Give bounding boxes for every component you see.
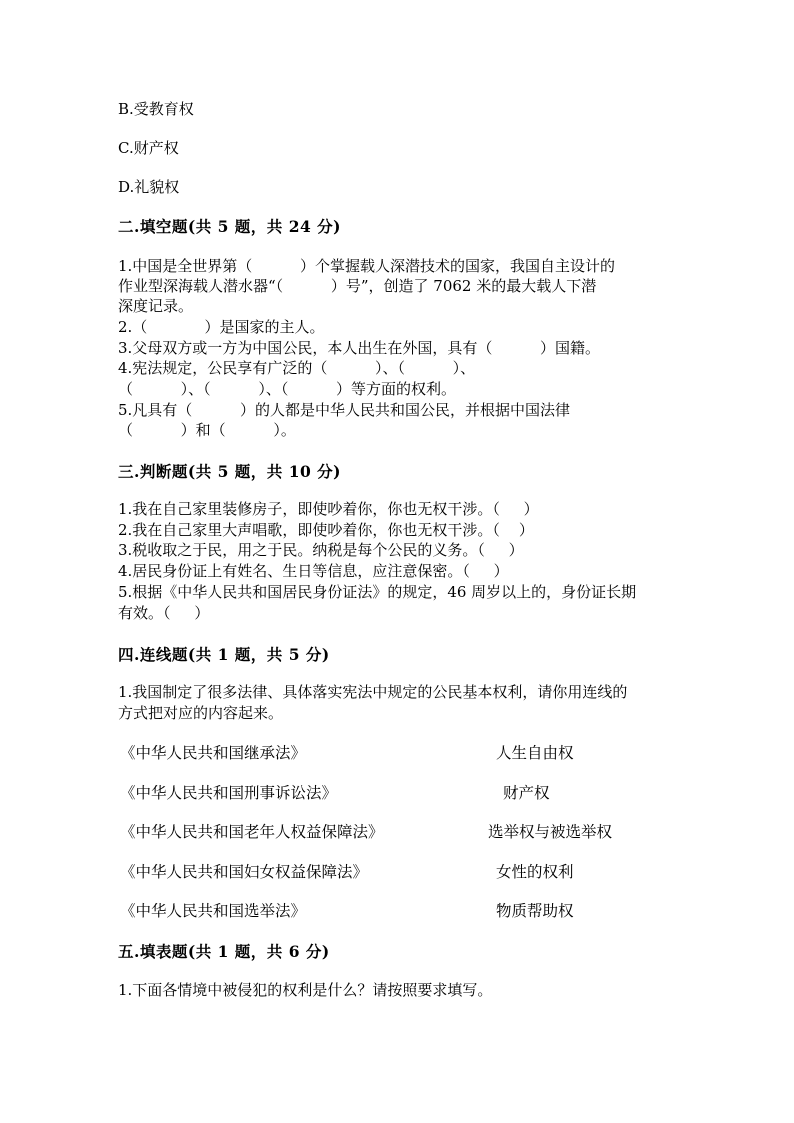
right-item[interactable]: 女性的权利: [496, 863, 574, 881]
section-title-true-false: 三.判断题(共 5 题，共 10 分): [118, 462, 342, 481]
text-line: 2.我在自己家里大声唱歌，即使吵着你，你也无权干涉。（ ）: [118, 521, 534, 539]
text-line: 2.（ ）是国家的主人。: [118, 318, 325, 336]
option-b: B.受教育权: [118, 100, 194, 118]
text-line: 3.税收取之于民，用之于民。纳税是每个公民的义务。（ ）: [118, 541, 524, 559]
right-item[interactable]: 人生自由权: [496, 744, 574, 762]
section-title-fill-blank: 二.填空题(共 5 题，共 24 分): [118, 217, 342, 236]
law-item[interactable]: 《中华人民共和国选举法》: [120, 902, 307, 920]
text-line: 5.凡具有（ ）的人都是中华人民共和国公民，并根据中国法律: [118, 401, 570, 419]
law-item[interactable]: 《中华人民共和国老年人权益保障法》: [120, 823, 384, 841]
text-line: 4.宪法规定，公民享有广泛的（ ）、（ ）、: [118, 359, 476, 377]
question-text: 1.我国制定了很多法律、具体落实宪法中规定的公民基本权利，请你用连线的: [118, 683, 628, 701]
question-text: 1.下面各情境中被侵犯的权利是什么？请按照要求填写。: [118, 981, 493, 999]
option-d: D.礼貌权: [118, 178, 180, 196]
option-c: C.财产权: [118, 139, 179, 157]
text-line: 3.父母双方或一方为中国公民，本人出生在外国，具有（ ）国籍。: [118, 339, 600, 357]
right-item[interactable]: 物质帮助权: [496, 902, 574, 920]
text-line: 4.居民身份证上有姓名、生日等信息，应注意保密。（ ）: [118, 562, 509, 580]
text-line: 5.根据《中华人民共和国居民身份证法》的规定，46 周岁以上的，身份证长期: [118, 583, 637, 601]
text-line: 深度记录。: [118, 297, 194, 315]
law-item[interactable]: 《中华人民共和国妇女权益保障法》: [120, 863, 369, 881]
section-title-matching: 四.连线题(共 1 题，共 5 分): [118, 645, 330, 664]
right-item[interactable]: 选举权与被选举权: [488, 823, 613, 841]
text-line: （ ）和（ ）。: [118, 421, 296, 439]
text-line: 1.我在自己家里装修房子，即使吵着你，你也无权干涉。（ ）: [118, 500, 539, 518]
text-line: 有效。（ ）: [118, 604, 210, 622]
law-item[interactable]: 《中华人民共和国刑事诉讼法》: [120, 784, 338, 802]
text-line: 1.中国是全世界第（ ）个掌握载人深潜技术的国家，我国自主设计的: [118, 257, 615, 275]
section-title-fill-table: 五.填表题(共 1 题，共 6 分): [118, 942, 330, 961]
question-text: 方式把对应的内容起来。: [118, 704, 284, 722]
right-item[interactable]: 财产权: [503, 784, 550, 802]
text-line: 作业型深海载人潜水器“（ ）号”，创造了 7062 米的最大载人下潜: [118, 277, 597, 295]
text-line: （ ）、（ ）、（ ）等方面的权利。: [118, 380, 457, 398]
law-item[interactable]: 《中华人民共和国继承法》: [120, 744, 307, 762]
